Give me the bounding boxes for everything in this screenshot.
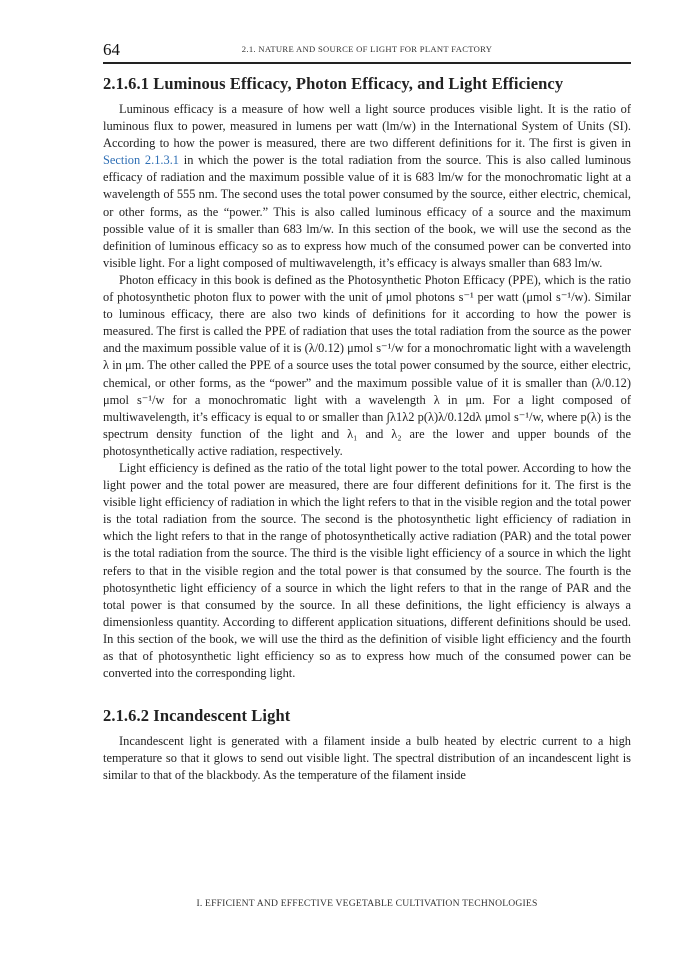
section-heading-luminous-efficacy: 2.1.6.1 Luminous Efficacy, Photon Efficacy, and Light Efficiency bbox=[103, 74, 564, 93]
section-link[interactable]: Section 2.1.3.1 bbox=[103, 153, 179, 168]
page-header bbox=[103, 36, 631, 62]
page-body bbox=[103, 74, 631, 784]
running-head: 2.1. NATURE AND SOURCE OF LIGHT FOR PLANT FACTORY bbox=[241, 44, 493, 54]
header-rule bbox=[103, 62, 631, 64]
section-heading-incandescent-light: 2.1.6.2 Incandescent Light bbox=[103, 706, 291, 726]
page-footer: I. EFFICIENT AND EFFECTIVE VEGETABLE CULTIVATION TECHNOLOGIES bbox=[196, 898, 538, 909]
paragraph-incandescent-light: Incandescent light is generated with a filament inside a bulb heated by electric current to a high temperature so that it glows to send out visible light. The spectral distribution of an incandescent light is similar to that of the blackbody. As the temperature of the filament inside bbox=[103, 734, 631, 783]
page-number: 64 bbox=[103, 40, 120, 59]
paragraph-luminous-efficacy bbox=[103, 101, 631, 272]
paragraph-photon-efficacy: Photon efficacy in this book is defined as the Photosynthetic Photon Efficacy (PPE), which is the ratio of photosynthetic photon flux to power with the unit of μmol photons s⁻¹ per watt (μmol s⁻¹/w). Similar to luminous efficacy, there are also two kinds of definitions for it according to how the power is measured. The first is called the PPE of radiation that uses the total radiation from the source as the power and the maximum possible value of it is (λ/0.12) μmol s⁻¹/w for a monochromatic light with a wavelength λ in μm. The other called the PPE of a source uses the total power consumed by the source, either electric, chemical, or other forms, as the “power” and the maximum possible value of it is smaller than (λ/0.12) μmol s⁻¹/w for a monochromatic light with a wavelength λ in μm. For a light composed of multiwavelength, it’s efficacy is equal to or smaller than ∫λ1λ2 p(λ)λ/0.12dλ μmol s⁻¹/w, where p(λ) is the spectrum density function of the light and λ₁ and λ₂ are the lower and upper bounds of the photosynthetically active radiation, respectively. bbox=[103, 272, 631, 458]
paragraph-light-efficiency: Light efficiency is defined as the ratio of the total light power to the total power. According to how the light power and the total power are measured, there are four different definitions for it. The first is the visible light efficiency of radiation in which the light refers to that in the visible region and the total power is the total radiation from the source. The second is the photosynthetic light efficiency of radiation in which the light refers to that in the range of photosynthetically active radiation (PAR) and the total power is the total radiation from the source. The third is the visible light efficiency of a source in which the light refers to that in the visible region and the total power is that consumed by the source. The fourth is the photosynthetic light efficiency of a source in which the light refers to that in the range of PAR and the total power is that consumed by the source. In all these definitions, the light efficiency is always a dimensionless quantity. According to different application situations, different definitions should be used. In this section of the book, we will use the third as the definition of visible light efficiency and the fourth as that of photosynthetic light efficiency so as to express how much of the consumed power can be converted into the corresponding light. bbox=[103, 460, 631, 681]
paragraph-text: in which the power is the total radiation from the source. This is also called luminous efficacy of radiation and the maximum possible value of it is 683 lm/w for the monochromatic light at a wavelength of 555 nm. The second uses the total power consumed by the source, either electric, chemical, or other forms, as the “power.” This is also called luminous efficacy of a source and the maximum possible value of it is smaller than 683 lm/w. In this section of the book, we will use the second as the definition of luminous efficacy so as to express how much of the consumed power can be converted into visible light. For a light composed of multiwavelength, it’s efficacy is always smaller than 683 lm/w. bbox=[103, 153, 631, 270]
paragraph-text: Luminous efficacy is a measure of how well a light source produces visible light. It is the ratio of luminous flux to power, measured in lumens per watt (lm/w) in the International System of Units (SI). According to how the power is measured, there are two different definitions for it. The first is given in bbox=[103, 102, 631, 151]
